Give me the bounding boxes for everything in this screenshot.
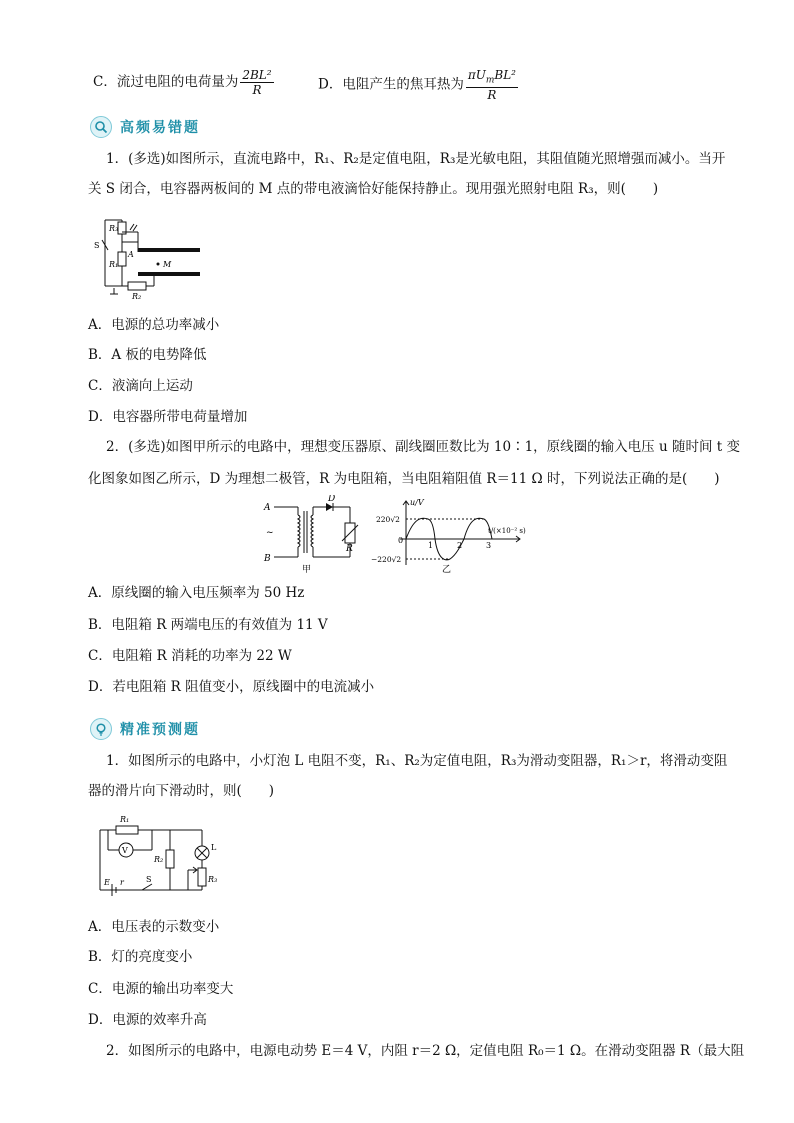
voltage-sine-graph (370, 495, 540, 575)
option-d-top: D．电阻产生的焦耳热为 $\frac{\pi U_mBL^2}{R}$ (318, 68, 516, 103)
label-r: r (120, 878, 124, 887)
option-d: D．电源的效率升高 (88, 1012, 207, 1028)
question-text: 关 S 闭合，电容器两板间的 M 点的带电液滴恰好能保持静止。现用强光照射电阻 R₃，则( ) (88, 181, 659, 197)
label-r1: R₁ (120, 815, 130, 824)
option-a: A．电源的总功率减小 (88, 317, 220, 333)
option-c: C．电源的输出功率变大 (88, 981, 234, 997)
capacitor-plate-bottom (138, 272, 200, 276)
section-header-precise-prediction (90, 718, 200, 740)
label-r: R (346, 544, 353, 554)
lightbulb-icon (90, 718, 112, 740)
label-s: S (146, 875, 152, 884)
label-e: E (104, 878, 110, 887)
option-c: C．液滴向上运动 (88, 378, 193, 394)
question-text: 化图象如图乙所示，D 为理想二极管，R 为电阻箱，当电阻箱阻值 R＝11 Ω 时，下列说法正确的是( ) (88, 471, 720, 487)
question-text: 2．(多选)如图甲所示的电路中，理想变压器原、副线圈匝数比为 10∶1，原线圈的输入电压 u 随时间 t 变 (106, 439, 740, 455)
y-tick-top: 220√2 (376, 515, 400, 524)
x-tick-2: 2 (457, 541, 463, 550)
label-r1: R₁ (109, 260, 119, 269)
label-l: L (211, 843, 217, 852)
question-text: 2．如图所示的电路中，电源电动势 E＝4 V，内阻 r＝2 Ω，定值电阻 R₀＝1 Ω。在滑动变阻器 R（最大阻 (106, 1043, 745, 1059)
label-m: M (163, 260, 172, 269)
section-title: 精准预测题 (120, 722, 200, 738)
option-a: A．原线圈的输入电压频率为 50 Hz (88, 585, 305, 601)
label-s: S (94, 241, 100, 250)
capacitor-plate-top (138, 248, 200, 252)
option-c: C．电阻箱 R 消耗的功率为 22 W (88, 648, 292, 664)
option-d: D．若电阻箱 R 阻值变小，原线圈中的电流减小 (88, 679, 375, 695)
y-axis-label: u/V (410, 498, 424, 507)
question-text: 1．(多选)如图所示，直流电路中，R₁、R₂是定值电阻，R₃是光敏电阻，其阻值随光照增强而减小。当开 (106, 151, 726, 167)
voltmeter-label: V (122, 846, 128, 855)
fraction: $\frac{\text{2BL²}}{R}$ (242, 68, 272, 97)
label-r3: R₃ (208, 875, 218, 884)
label-r2: R₂ (154, 855, 164, 864)
fraction: $\frac{\pi U_mBL^2}{R}$ (467, 68, 516, 103)
circuit-diagram-capacitor (90, 210, 200, 300)
question-text: 1．如图所示的电路中，小灯泡 L 电阻不变，R₁、R₂为定值电阻，R₃为滑动变阻器，R₁＞r，将滑动变阻 (106, 753, 728, 769)
x-tick-1: 1 (428, 541, 434, 550)
option-b: B．A 板的电势降低 (88, 347, 207, 363)
origin-label: 0 (398, 536, 404, 545)
section-title: 高频易错题 (120, 120, 200, 136)
option-c-top: C．流过电阻的电荷量为 $\frac{\text{2BL²}}{R}$ (93, 68, 272, 97)
label-b: B (264, 554, 271, 564)
label-ac-source: ~ (266, 528, 274, 538)
label-a: A (128, 250, 134, 259)
option-b: B．电阻箱 R 两端电压的有效值为 11 V (88, 617, 328, 633)
label-yi: 乙 (442, 565, 452, 575)
option-d: D．电容器所带电荷量增加 (88, 409, 248, 425)
x-axis-label: t/(×10⁻² s) (488, 527, 526, 535)
question-text: 器的滑片向下滑动时，则( ) (88, 783, 275, 799)
y-tick-bottom: −220√2 (371, 555, 402, 564)
option-b: B．灯的亮度变小 (88, 949, 193, 965)
label-d: D (328, 495, 336, 504)
x-tick-3: 3 (486, 541, 492, 550)
label-r3: R₃ (109, 224, 119, 233)
circuit-diagram-lamp (92, 810, 222, 900)
section-header-frequent-mistakes (90, 116, 200, 138)
lightbulb-magnify-icon (90, 116, 112, 138)
transformer-diagram (260, 495, 360, 575)
label-r2: R₂ (132, 292, 142, 300)
label-jia: 甲 (302, 565, 312, 575)
option-a: A．电压表的示数变小 (88, 919, 220, 935)
label-a: A (264, 503, 271, 513)
